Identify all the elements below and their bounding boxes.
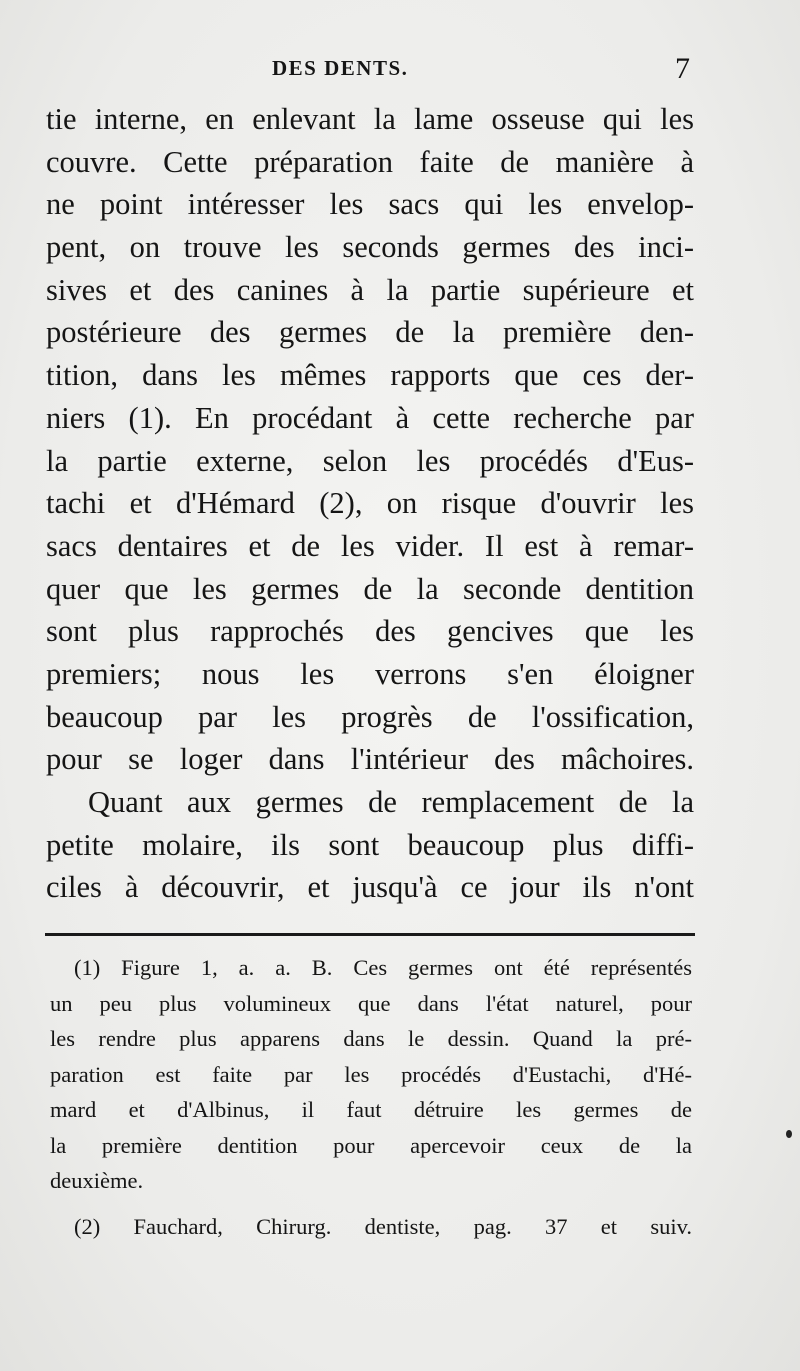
text-line: niers (1). En procédant à cette recherche par <box>46 400 694 435</box>
text-line: pent, on trouve les seconds germes des inci- <box>46 230 694 265</box>
text-line: ciles à découvrir, et jusqu'à ce jour ils n'ont <box>46 870 694 905</box>
footnote-line: (2) Fauchard, Chirurg. dentiste, pag. 37 et suiv. <box>74 1213 692 1239</box>
text-line: premiers; nous les verrons s'en éloigner <box>46 656 694 691</box>
text-line: tachi et d'Hémard (2), on risque d'ouvrir les <box>46 486 694 521</box>
ink-speck <box>786 1130 792 1138</box>
footnote-line: deuxième. <box>50 1168 144 1193</box>
text-line: ne point intéresser les sacs qui les envelop- <box>46 187 694 222</box>
paragraph-start-line: Quant aux germes de remplacement de la <box>88 785 694 819</box>
footnote-rule <box>45 933 695 936</box>
text-line: tition, dans les mêmes rapports que ces der- <box>46 358 694 393</box>
footnote-line: (1) Figure 1, a. a. B. Ces germes ont été représentés <box>74 955 692 980</box>
text-line: tie interne, en enlevant la lame osseuse qui les <box>46 102 694 136</box>
page-header <box>40 52 690 96</box>
footnote-line: paration est faite par les procédés d'Eustachi, d'Hé- <box>50 1061 692 1087</box>
text-line: postérieure des germes de la première den- <box>46 315 694 350</box>
text-line: la partie externe, selon les procédés d'Eus- <box>46 443 694 478</box>
text-line: couvre. Cette préparation faite de manière à <box>46 144 694 179</box>
text-line: petite molaire, ils sont beaucoup plus diffi- <box>46 827 694 862</box>
running-head: DES DENTS. <box>272 56 409 80</box>
body-text <box>46 98 694 909</box>
text-line: pour se loger dans l'intérieur des mâchoires. <box>46 742 694 777</box>
text-line: sont plus rapprochés des gencives que les <box>46 614 694 649</box>
footnote-line: mard et d'Albinus, il faut détruire les germes de <box>50 1097 692 1122</box>
footnote-line: la première dentition pour apercevoir ceux de la <box>50 1132 692 1158</box>
text-line: quer que les germes de la seconde dentition <box>46 571 694 606</box>
footnote-line: les rendre plus apparens dans le dessin. Quand la pré- <box>50 1026 692 1051</box>
text-line: beaucoup par les progrès de l'ossification, <box>46 699 694 734</box>
text-line: sacs dentaires et de les vider. Il est à remar- <box>46 528 694 563</box>
text-line: sives et des canines à la partie supérieure et <box>46 272 694 307</box>
footnotes <box>50 950 692 1244</box>
footnote-line: un peu plus volumineux que dans l'état naturel, pour <box>50 990 692 1016</box>
page-number: 7 <box>675 52 690 85</box>
